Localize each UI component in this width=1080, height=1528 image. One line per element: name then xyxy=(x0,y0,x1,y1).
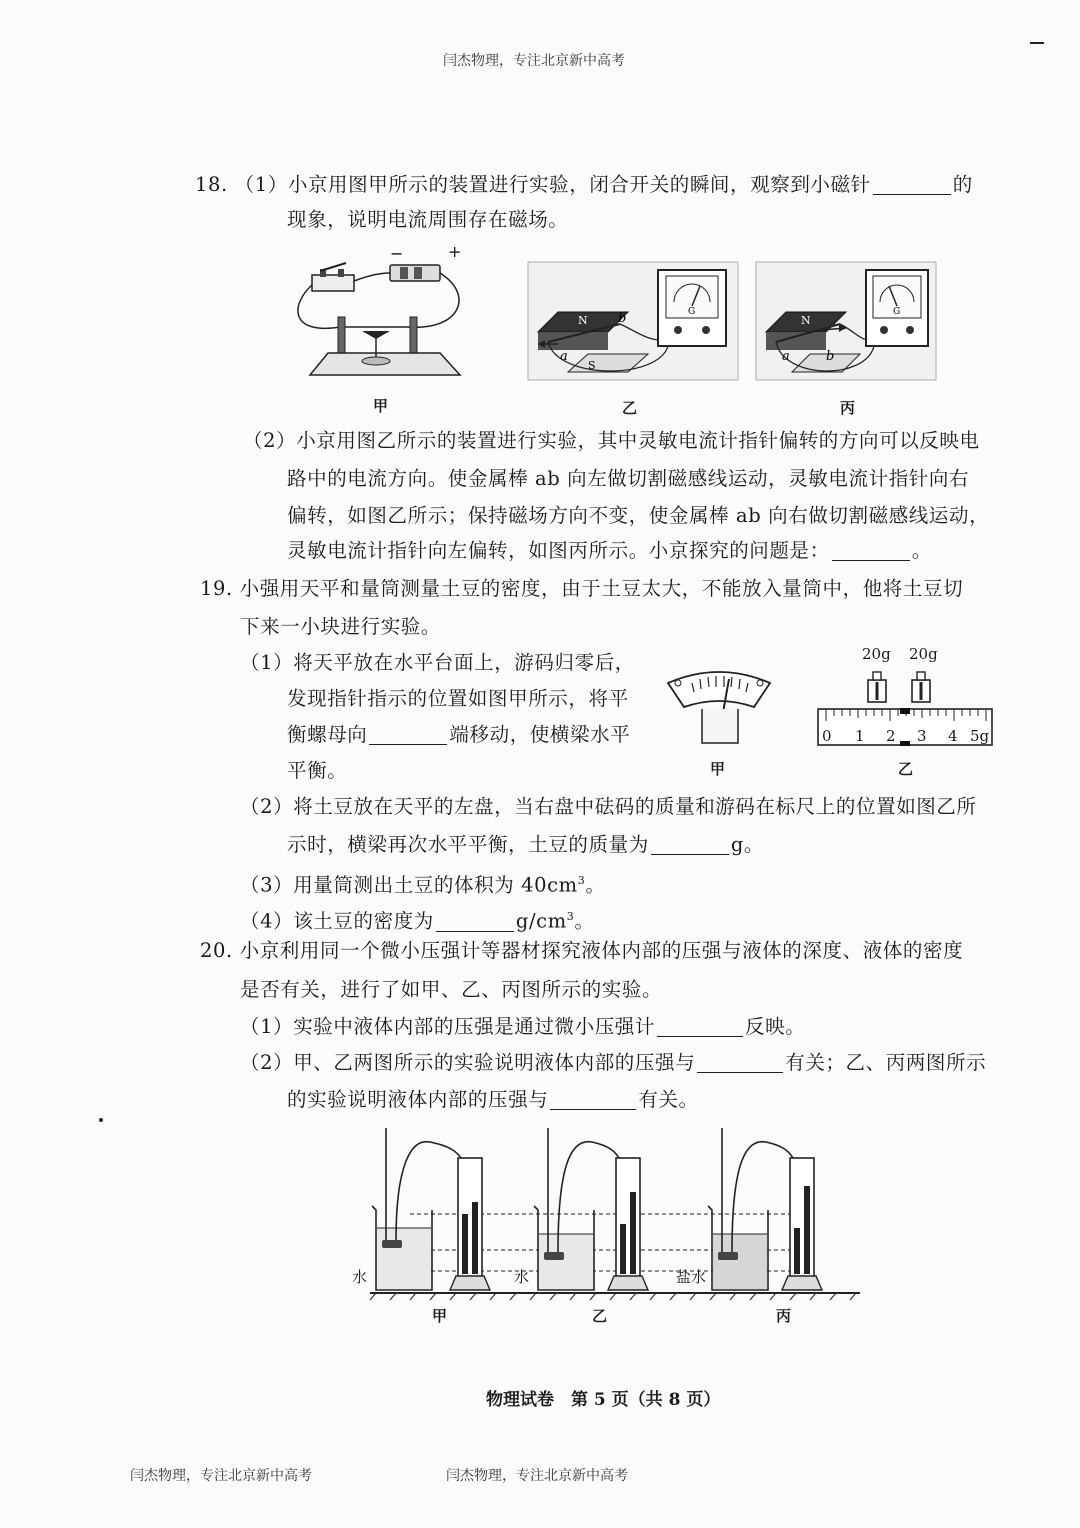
q19-figure-jia xyxy=(662,665,777,747)
rod-label-a-2: a xyxy=(782,349,790,364)
rod-label-b-2: b xyxy=(826,349,835,364)
page-header: 闫杰物理，专注北京新中高考 xyxy=(443,53,625,69)
corner-mark xyxy=(1030,42,1044,44)
q19-p2-text-2: 示时，横梁再次水平平衡，土豆的质量为 xyxy=(287,833,649,856)
pole-label-n: N xyxy=(578,314,588,327)
q19-p1-line-1: （1）将天平放在水平台面上，游码归零后， xyxy=(240,651,635,674)
q19-blank-3[interactable] xyxy=(436,913,514,932)
ruler-tick-4: 4 xyxy=(948,727,958,745)
q20-p1-text: （1）实验中液体内部的压强是通过微小压强计 xyxy=(240,1015,656,1038)
galvanometer-g-label-2: G xyxy=(893,307,901,317)
galvanometer-g-label: G xyxy=(688,307,696,317)
weight-label-1: 20g xyxy=(862,645,891,663)
pole-label-s: S xyxy=(588,359,596,372)
ruler-tick-5: 5g xyxy=(970,727,990,745)
q18-fig-label-jia: 甲 xyxy=(373,397,389,415)
q19-p2-text-2b: g。 xyxy=(730,833,764,856)
weight-label-2: 20g xyxy=(909,645,938,663)
q18-p2-text-4: 灵敏电流计指针向左偏转，如图丙所示。小京探究的问题是： xyxy=(287,539,830,562)
q19-fig-label-jia: 甲 xyxy=(710,760,726,778)
q19-p1-text-3: 衡螺母向 xyxy=(287,723,368,746)
battery-plus-sign: + xyxy=(448,242,462,261)
q20-blank-2[interactable] xyxy=(697,1054,783,1073)
q18-p2-line-2: 路中的电流方向。使金属棒 ab 向左做切割磁感线运动，灵敏电流计指针向右 xyxy=(287,467,970,490)
ruler-tick-3: 3 xyxy=(917,727,927,745)
q19-p1-line-3 xyxy=(287,722,630,748)
liquid-label-water-2: 水 xyxy=(514,1268,530,1286)
q18-figure-jia xyxy=(290,242,480,395)
q19-line-1: 19. 小强用天平和量筒测量土豆的密度，由于土豆太大，不能放入量筒中，他将土豆切 xyxy=(200,577,964,600)
q19-p2-line-1: （2）将土豆放在天平的左盘，当右盘中砝码的质量和游码在标尺上的位置如图乙所 xyxy=(240,795,977,818)
q19-figure-yi-weights xyxy=(864,668,944,706)
battery-minus-sign: − xyxy=(390,244,404,263)
liquid-label-water-1: 水 xyxy=(352,1268,368,1286)
ruler-tick-2: 2 xyxy=(886,727,896,745)
q20-blank-3[interactable] xyxy=(550,1091,636,1110)
q20-p1-line xyxy=(240,1014,805,1040)
q20-line-2: 是否有关，进行了如甲、乙、丙图所示的实验。 xyxy=(240,978,663,1001)
pole-label-n-2: N xyxy=(801,314,811,327)
q19-p3-line xyxy=(240,868,605,899)
q19-fig-label-yi: 乙 xyxy=(898,760,914,778)
q18-text-1: 18. （1）小京用图甲所示的装置进行实验，闭合开关的瞬间，观察到小磁针 xyxy=(195,173,871,196)
q18-text-1b: 的 xyxy=(952,173,973,196)
q20-fig-label-bing: 丙 xyxy=(776,1307,792,1325)
q18-p2-line-3: 偏转，如图乙所示；保持磁场方向不变，使金属棒 ab 向右做切割磁感线运动， xyxy=(287,504,990,527)
q20-p2-text-2: 的实验说明液体内部的压强与 xyxy=(287,1088,549,1111)
stray-dot xyxy=(99,1118,103,1122)
q19-blank-2[interactable] xyxy=(651,836,729,855)
q19-blank-1[interactable] xyxy=(369,726,447,745)
q18-blank-1[interactable] xyxy=(873,176,951,195)
q18-p2-text-4b: 。 xyxy=(911,539,932,562)
q19-p4-unit: g/cm xyxy=(515,909,567,933)
q19-rider-ruler xyxy=(816,707,996,747)
q20-fig-label-yi: 乙 xyxy=(592,1307,608,1325)
q19-p3-end: 。 xyxy=(585,873,606,897)
q19-p4-end: 。 xyxy=(574,909,595,933)
q18-figure-bing xyxy=(756,262,936,380)
q19-p1-text-3b: 端移动，使横梁水平 xyxy=(449,723,631,746)
ruler-tick-0: 0 xyxy=(822,727,832,745)
q19-p4-line xyxy=(240,904,595,935)
q19-p3-text: （3）用量筒测出土豆的体积为 40cm xyxy=(240,873,578,897)
footer-watermark-right: 闫杰物理，专注北京新中高考 xyxy=(446,1468,628,1484)
q18-fig-label-bing: 丙 xyxy=(840,399,856,417)
q20-blank-1[interactable] xyxy=(657,1018,743,1037)
q19-p1-line-2: 发现指针指示的位置如图甲所示，将平 xyxy=(287,687,629,710)
rod-label-b: b xyxy=(618,311,627,326)
q19-p1-line-4: 平衡。 xyxy=(287,759,348,782)
q18-p2-line-4 xyxy=(287,538,932,564)
q20-p2-line-1 xyxy=(240,1050,986,1076)
q19-p4-sup: 3 xyxy=(566,910,575,923)
q20-p2-text: （2）甲、乙两图所示的实验说明液体内部的压强与 xyxy=(240,1051,696,1074)
ruler-tick-1: 1 xyxy=(855,727,865,745)
q20-p1-text-b: 反映。 xyxy=(745,1015,806,1038)
q20-p2-line-2 xyxy=(287,1087,699,1113)
q18-blank-2[interactable] xyxy=(832,542,910,561)
page-number-footer: 物理试卷 第 5 页（共 8 页） xyxy=(486,1390,721,1410)
q18-p2-line-1: （2）小京用图乙所示的装置进行实验，其中灵敏电流计指针偏转的方向可以反映电 xyxy=(243,429,980,452)
q18-line-1 xyxy=(195,172,973,198)
q20-line-1: 20. 小京利用同一个微小压强计等器材探究液体内部的压强与液体的深度、液体的密度 xyxy=(200,939,964,962)
q20-p2-text-b: 有关；乙、丙两图所示 xyxy=(785,1051,987,1074)
q18-figure-yi xyxy=(528,262,738,380)
rod-label-a: a xyxy=(560,349,568,364)
q18-line-2: 现象，说明电流周围存在磁场。 xyxy=(287,208,569,231)
q19-p3-sup: 3 xyxy=(577,874,586,887)
footer-watermark-left: 闫杰物理，专注北京新中高考 xyxy=(130,1468,312,1484)
liquid-label-saltwater: 盐水 xyxy=(676,1268,707,1286)
q20-pressure-figure xyxy=(370,1128,860,1308)
q19-p2-line-2 xyxy=(287,832,764,858)
q19-line-2: 下来一小块进行实验。 xyxy=(240,615,442,638)
q20-p2-text-2b: 有关。 xyxy=(638,1088,699,1111)
q18-fig-label-yi: 乙 xyxy=(622,399,638,417)
q19-p4-text: （4）该土豆的密度为 xyxy=(240,909,434,933)
q20-fig-label-jia: 甲 xyxy=(432,1307,448,1325)
